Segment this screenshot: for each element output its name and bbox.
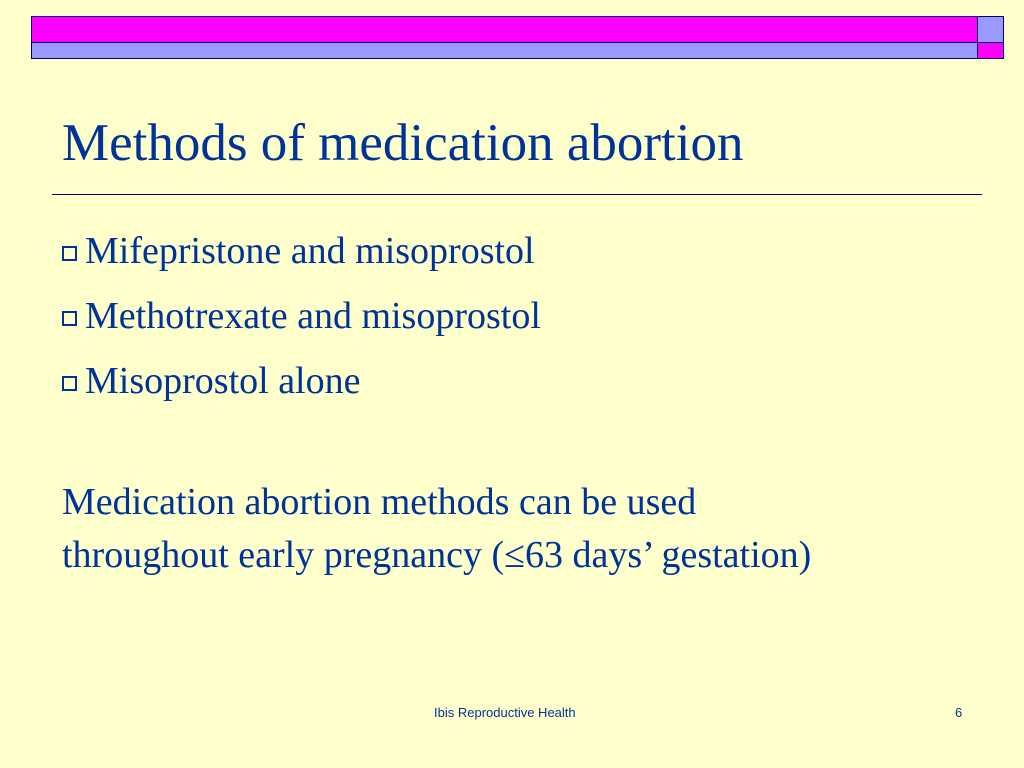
title-divider (52, 194, 982, 195)
bullet-item (62, 348, 541, 413)
square-bullet-icon (62, 311, 77, 326)
square-bullet-icon (62, 246, 77, 261)
note-line: throughout early pregnancy (≤63 days’ gestation) (62, 534, 812, 576)
slide-title: Methods of medication abortion (62, 114, 744, 172)
footer-organization: Ibis Reproductive Health (434, 705, 576, 720)
bullet-label: Misoprostol alone (85, 359, 361, 402)
header-corner-magenta (977, 42, 1004, 59)
footer-page-number: 6 (955, 705, 963, 720)
note-paragraph (62, 476, 811, 582)
note-line: Medication abortion methods can be used (62, 481, 697, 523)
bullet-list (62, 218, 541, 413)
bullet-label: Mifepristone and misoprostol (85, 229, 535, 272)
header-bar-magenta (31, 16, 978, 43)
header-corner-blue (977, 16, 1004, 43)
square-bullet-icon (62, 376, 77, 391)
bullet-item (62, 283, 541, 348)
bullet-item (62, 218, 541, 283)
bullet-label: Methotrexate and misoprostol (85, 294, 541, 337)
header-bar-blue (31, 42, 978, 59)
